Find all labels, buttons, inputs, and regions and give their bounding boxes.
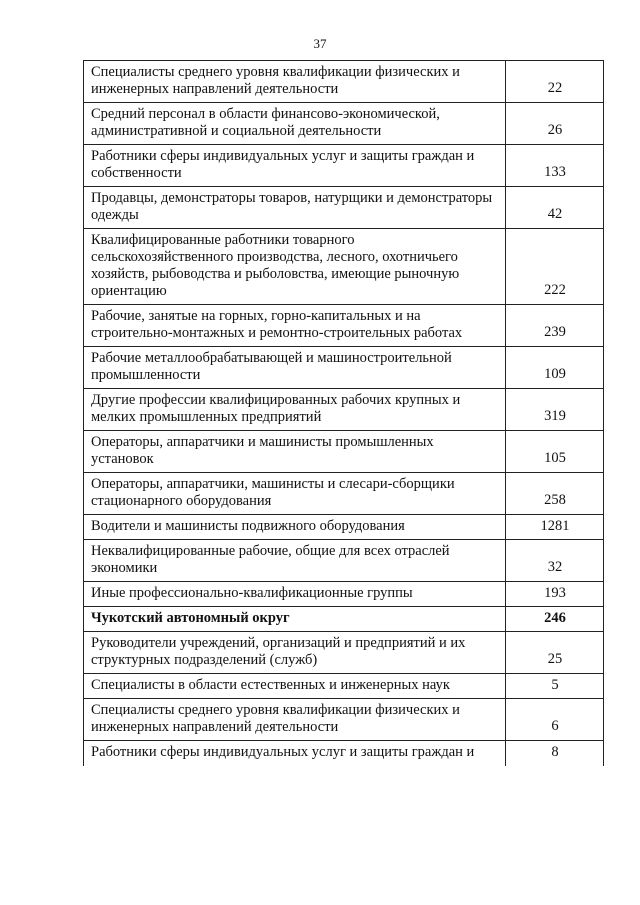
table-row [84, 540, 604, 582]
region-total: 246 [506, 607, 604, 632]
row-value: 1281 [506, 515, 604, 540]
region-header-row [84, 607, 604, 632]
row-value: 32 [506, 540, 604, 582]
row-label: Средний персонал в области финансово-экономической, административной и социальной деятельности [84, 103, 506, 145]
table-row [84, 431, 604, 473]
row-label: Операторы, аппаратчики и машинисты промышленных установок [84, 431, 506, 473]
row-label: Работники сферы индивидуальных услуг и защиты граждан и собственности [84, 145, 506, 187]
row-label: Рабочие, занятые на горных, горно-капитальных и на строительно-монтажных и ремонтно-строительных работах [84, 305, 506, 347]
table-row [84, 187, 604, 229]
row-value: 6 [506, 699, 604, 741]
row-value: 222 [506, 229, 604, 305]
table-row [84, 632, 604, 674]
table-row [84, 389, 604, 431]
row-value: 105 [506, 431, 604, 473]
row-value: 42 [506, 187, 604, 229]
row-label: Квалифицированные работники товарного сельскохозяйственного производства, лесного, охотничьего хозяйств, рыбоводства и рыболовства, имеющие рыночную ориентацию [84, 229, 506, 305]
row-label: Специалисты в области естественных и инженерных наук [84, 674, 506, 699]
row-label: Работники сферы индивидуальных услуг и защиты граждан и [84, 741, 506, 767]
table-row [84, 473, 604, 515]
table-row [84, 61, 604, 103]
region-name: Чукотский автономный округ [84, 607, 506, 632]
table-row [84, 515, 604, 540]
table-row [84, 347, 604, 389]
table-row [84, 674, 604, 699]
row-label: Продавцы, демонстраторы товаров, натурщики и демонстраторы одежды [84, 187, 506, 229]
row-label: Операторы, аппаратчики, машинисты и слесари-сборщики стационарного оборудования [84, 473, 506, 515]
row-value: 239 [506, 305, 604, 347]
row-value: 26 [506, 103, 604, 145]
row-value: 109 [506, 347, 604, 389]
row-value: 25 [506, 632, 604, 674]
row-value: 8 [506, 741, 604, 767]
table-row [84, 582, 604, 607]
row-label: Руководители учреждений, организаций и предприятий и их структурных подразделений (служб) [84, 632, 506, 674]
row-label: Специалисты среднего уровня квалификации физических и инженерных направлений деятельности [84, 61, 506, 103]
statistics-table [83, 60, 604, 766]
table-row [84, 229, 604, 305]
row-label: Водители и машинисты подвижного оборудования [84, 515, 506, 540]
table-row [84, 741, 604, 767]
table-row [84, 699, 604, 741]
table-row [84, 145, 604, 187]
table-row [84, 305, 604, 347]
row-value: 22 [506, 61, 604, 103]
table-row [84, 103, 604, 145]
row-label: Рабочие металлообрабатывающей и машиностроительной промышленности [84, 347, 506, 389]
row-value: 319 [506, 389, 604, 431]
row-value: 5 [506, 674, 604, 699]
row-value: 133 [506, 145, 604, 187]
row-label: Другие профессии квалифицированных рабочих крупных и мелких промышленных предприятий [84, 389, 506, 431]
row-label: Специалисты среднего уровня квалификации физических и инженерных направлений деятельности [84, 699, 506, 741]
page-number: 37 [313, 36, 327, 51]
row-label: Неквалифицированные рабочие, общие для всех отраслей экономики [84, 540, 506, 582]
row-value: 193 [506, 582, 604, 607]
row-value: 258 [506, 473, 604, 515]
row-label: Иные профессионально-квалификационные группы [84, 582, 506, 607]
